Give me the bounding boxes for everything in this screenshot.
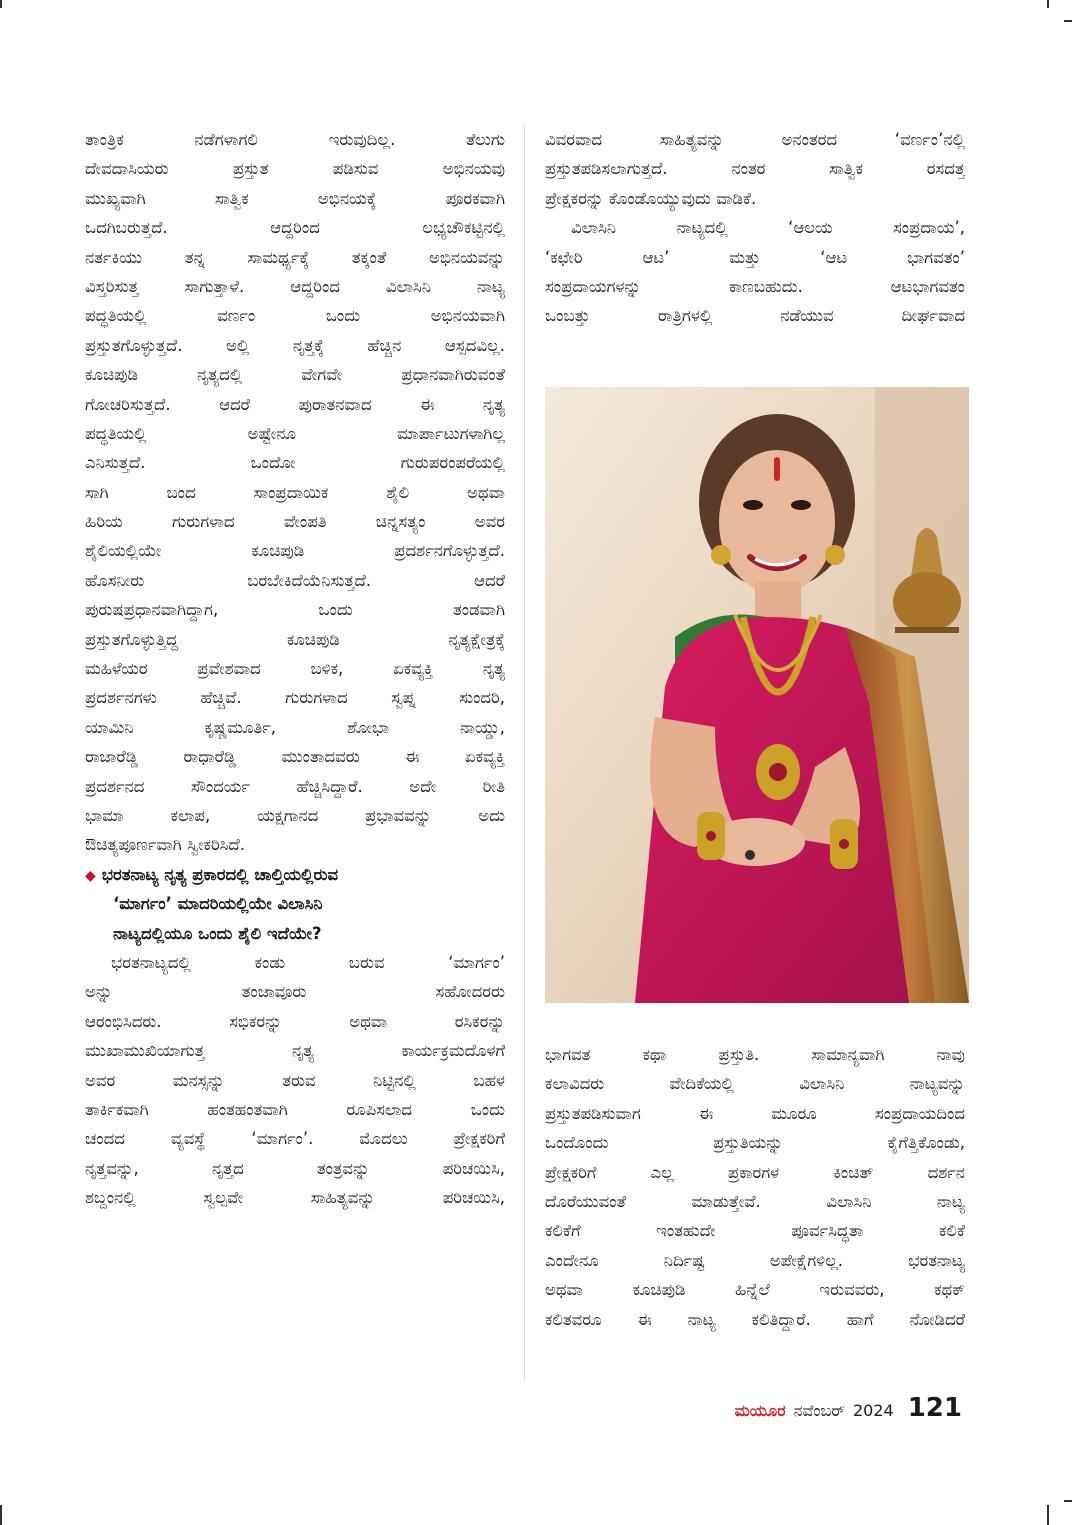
text-line: ಒಂದೊಂದು ಪ್ರಸ್ತುತಿಯನ್ನು ಕೈಗೆತ್ತಿಕೊಂಡು, [545,1133,965,1153]
text-line: ಹೊಸನೀರು ಬರಬೇಕಿದೆಯೆನಿಸುತ್ತದೆ. ಆದರೆ [85,570,505,590]
text-line: ಸಾಗಿ ಬಂದ ಸಾಂಪ್ರದಾಯಿಕ ಶೈಲಿ ಅಥವಾ [85,482,505,502]
text-line: ಪ್ರೇಕ್ಷಕರನ್ನು ಕೊಂಡೊಯ್ಯುವುದು ವಾಡಿಕೆ. [545,188,757,208]
issue-year: 2024 [853,1401,894,1420]
text-line: ತಾರ್ಕಿಕವಾಗಿ ಹಂತಹಂತವಾಗಿ ರೂಪಿಸಲಾದ ಒಂದು [85,1099,505,1119]
text-line: ಶೈಲಿಯಲ್ಲಿಯೇ ಕೂಚಿಪುಡಿ ಪ್ರದರ್ಶನಗೊಳ್ಳುತ್ತದೆ. [85,541,505,561]
text-line: ರಾಜಾರೆಡ್ಡಿ ರಾಧಾರೆಡ್ಡಿ ಮುಂತಾದವರು ಈ ಏಕವ್ಯಕ್ತಿ [85,747,505,767]
text-line: ಪ್ರೇಕ್ಷಕರಿಗೆ ಎಲ್ಲ ಪ್ರಕಾರಗಳ ಕಿಂಚಿತ್ ದರ್ಶನ [545,1162,965,1182]
crop-mark-bottom-left [0,1505,2,1525]
page-number: 121 [907,1393,962,1423]
text-line: ಒದಗಿಬರುತ್ತದೆ. ಆದ್ದರಿಂದ ಲಭ್ಯಚೌಕಟ್ಟಿನಲ್ಲಿ [85,218,505,238]
text-line: ಔಚಿತ್ಯಪೂರ್ಣವಾಗಿ ಸ್ವೀಕರಿಸಿದೆ. [85,835,245,855]
text-line: ವಿಲಾಸಿನಿ ನಾಟ್ಯದಲ್ಲಿ ‘ಆಲಯ ಸಂಪ್ರದಾಯ’, [571,218,965,238]
text-line: ನೃತ್ತವನ್ನು, ನೃತ್ತದ ತಂತ್ರವನ್ನು ಪರಿಚಯಿಸಿ, [85,1158,505,1178]
text-line: ಹಿರಿಯ ಗುರುಗಳಾದ ವೇಂಪತಿ ಚಿನ್ನಸತ್ಯಂ ಅವರ [85,512,505,532]
text-line: ಕಲಿತವರೂ ಈ ನಾಟ್ಯ ಕಲಿತಿದ್ದಾರೆ. ಹಾಗೆ ನೋಡಿದರೆ [545,1309,965,1329]
text-line: ಭಾಗವತ ಕಥಾ ಪ್ರಸ್ತುತಿ. ಸಾಮಾನ್ಯವಾಗಿ ನಾವು [545,1045,965,1064]
right-column-top [545,125,965,331]
text-line: ಕಲಾವಿದರು ವೇದಿಕೆಯಲ್ಲಿ ವಿಲಾಸಿನಿ ನಾಟ್ಯವನ್ನು [545,1074,965,1094]
question-line-3: ನಾಟ್ಯದಲ್ಲಿಯೂ ಒಂದು ಶೈಲಿ ಇದೆಯೇ? [113,923,322,943]
text-line: ದೇವದಾಸಿಯರು ಪ್ರಸ್ತುತ ಪಡಿಸುವ ಅಭಿನಯವು [85,159,505,179]
text-line: ಭರತನಾಟ್ಯದಲ್ಲಿ ಕಂಡು ಬರುವ ‘ಮಾರ್ಗಂ’ [111,952,505,972]
crop-mark-bottom-right [1047,1505,1049,1525]
text-line: ಪ್ರಸ್ತುತಗೊಳ್ಳುತ್ತಿದ್ದ ಕೂಚಿಪುಡಿ ನೃತ್ಯಕ್ಷೇತ್ರಕ್ಕೆ [85,629,505,649]
portrait-illustration [545,387,969,1003]
column-divider [524,125,525,1380]
text-line: ಮುಖಾಮುಖಿಯಾಗುತ್ತ ನೃತ್ಯ ಕಾರ್ಯಕ್ರಮದೊಳಗೆ [85,1041,505,1061]
text-line: ಪದ್ಧತಿಯಲ್ಲಿ ಅಷ್ಟೇನೂ ಮಾರ್ಪಾಟುಗಳಾಗಿಲ್ಲ [85,423,505,443]
text-line: ಮಹಿಳೆಯರ ಪ್ರವೇಶವಾದ ಬಳಿಕ, ಏಕವ್ಯಕ್ತಿ ನೃತ್ಯ [85,659,505,679]
text-line: ಪ್ರದರ್ಶನಗಳು ಹೆಚ್ಚಿವೆ. ಗುರುಗಳಾದ ಸ್ವಪ್ನ ಸುಂದರಿ, [85,688,505,708]
text-line: ವಿಸ್ತರಿಸುತ್ತ ಸಾಗುತ್ತಾಳೆ. ಆದ್ದರಿಂದ ವಿಲಾಸಿನಿ ನಾಟ್ಯ [85,276,505,296]
text-line: ಪ್ರಸ್ತುತಗೊಳ್ಳುತ್ತದೆ. ಅಲ್ಲಿ ನೃತ್ತಕ್ಕೆ ಹೆಚ್ಚಿನ ಆಸ್ಪದವಿಲ್ಲ. [85,335,505,355]
text-line: ‘ಕಛೇರಿ ಆಟ’ ಮತ್ತು ‘ಆಟ ಭಾಗವತಂ’ [545,247,965,267]
text-line: ಕಲಿಕೆಗೆ ಇಂತಹುದೇ ಪೂರ್ವಸಿದ್ಧತಾ ಕಲಿಕೆ [545,1221,965,1241]
text-line: ಪುರುಷಪ್ರಧಾನವಾಗಿದ್ದಾಗ, ಒಂದು ತಂಡವಾಗಿ [85,600,505,620]
text-line: ಭಾಮಾ ಕಲಾಪ, ಯಕ್ಷಗಾನದ ಪ್ರಭಾವವನ್ನು ಅದು [85,805,505,825]
right-top-text [545,125,965,331]
text-line: ಪದ್ಧತಿಯಲ್ಲಿ ವರ್ಣಂ ಒಂದು ಅಭಿನಯವಾಗಿ [85,306,505,326]
question-line-1 [85,860,505,889]
text-line: ಆರಂಭಿಸಿದರು. ಸಭಿಕರನ್ನು ಅಥವಾ ರಸಿಕರನ್ನು [85,1011,505,1031]
text-line: ಯಾಮಿನಿ ಕೃಷ್ಣಮೂರ್ತಿ, ಶೋಭಾ ನಾಯ್ಡು, [85,717,505,737]
question-text-1: ಭರತನಾಟ್ಯ ನೃತ್ಯ ಪ್ರಕಾರದಲ್ಲಿ ಚಾಲ್ತಿಯಲ್ಲಿರುವ [101,864,339,884]
question-block [85,860,505,948]
text-line: ತಾಂತ್ರಿಕ ನಡೆಗಳಾಗಲಿ ಇರುವುದಿಲ್ಲ. ತೆಲುಗು [85,130,505,149]
text-line: ಒಂಬತ್ತು ರಾತ್ರಿಗಳಲ್ಲಿ ನಡೆಯುವ ದೀರ್ಘವಾದ [545,306,965,326]
page-footer [735,1393,962,1427]
text-line: ಪ್ರಸ್ತುತಪಡಿಸುವಾಗ ಈ ಮೂರೂ ಸಂಪ್ರದಾಯದಿಂದ [545,1103,965,1123]
left-body-text [85,125,505,860]
text-line: ಮುಖ್ಯವಾಗಿ ಸಾತ್ವಿಕ ಅಭಿನಯಕ್ಕೆ ಪೂರಕವಾಗಿ [85,188,505,208]
text-line: ಪ್ರಸ್ತುತಪಡಿಸಲಾಗುತ್ತದೆ. ನಂತರ ಸಾತ್ವಿಕ ರಸದತ್ತ [545,159,965,179]
crop-mark-right [1064,20,1072,22]
text-line: ನರ್ತಕಿಯು ತನ್ನ ಸಾಮರ್ಥ್ಯಕ್ಕೆ ತಕ್ಕಂತೆ ಅಭಿನಯವನ್ನು [85,247,505,267]
left-column [85,125,505,1212]
text-line: ಪ್ರದರ್ಶನದ ಸೌಂದರ್ಯ ಹೆಚ್ಚಿಸಿದ್ದಾರೆ. ಅದೇ ರೀತಿ [85,776,505,796]
text-line: ವಿವರವಾದ ಸಾಹಿತ್ಯವನ್ನು ಅನಂತರದ ‘ವರ್ಣಂ’ನಲ್ಲಿ [545,130,965,149]
crop-mark-top-left [0,0,2,8]
crop-mark-bottom-right-h [1064,1500,1072,1502]
text-line: ಗೋಚರಿಸುತ್ತದೆ. ಆದರೆ ಪುರಾತನವಾದ ಈ ನೃತ್ಯ [85,394,505,414]
text-line: ಅಥವಾ ಕೂಚಿಪುಡಿ ಹಿನ್ನೆಲೆ ಇರುವವರು, ಕಥಕ್ [545,1280,965,1300]
magazine-brand: ಮಯೂರ [734,1401,786,1420]
text-line: ಚಂದದ ವ್ಯವಸ್ಥೆ ‘ಮಾರ್ಗಂ’. ಮೊದಲು ಪ್ರೇಕ್ಷಕರಿಗೆ [85,1129,505,1149]
text-line: ಶಬ್ದಂನಲ್ಲಿ ಸ್ವಲ್ಪವೇ ಸಾಹಿತ್ಯವನ್ನು ಪರಿಚಯಿಸಿ, [85,1188,505,1208]
text-line: ಎಂದೇನೂ ನಿರ್ದಿಷ್ಟ ಅಪೇಕ್ಷೆಗಳಿಲ್ಲ. ಭರತನಾಟ್ಯ [545,1250,965,1270]
dancer-portrait-photo [545,387,969,1003]
text-line: ಎನಿಸುತ್ತದೆ. ಒಂದೋ ಗುರುಪರಂಪರೆಯಲ್ಲಿ [85,453,505,473]
right-column-bottom [545,1040,965,1334]
crop-mark-top-right [1047,0,1049,8]
text-line: ಸಂಪ್ರದಾಯಗಳನ್ನು ಕಾಣಬಹುದು. ಆಟಭಾಗವತಂ [545,276,965,296]
answer-body-text [85,948,505,1213]
issue-month: ನವೆಂಬರ್ [793,1401,845,1420]
text-line: ಅನ್ನು ತಂಜಾವೂರು ಸಹೋದರರು [85,982,505,1002]
text-line: ದೊರೆಯುವಂತೆ ಮಾಡುತ್ತೇವೆ. ವಿಲಾಸಿನಿ ನಾಟ್ಯ [545,1191,965,1211]
text-line: ಕೂಚಿಪುಡಿ ನೃತ್ಯದಲ್ಲಿ ವೇಗವೇ ಪ್ರಧಾನವಾಗಿರುವಂತೆ [85,365,505,385]
question-line-2: ‘ಮಾರ್ಗಂ’ ಮಾದರಿಯಲ್ಲಿಯೇ ವಿಲಾಸಿನಿ [113,894,323,914]
diamond-bullet-icon: ◆ [85,867,96,884]
text-line: ಅವರ ಮನಸ್ಸನ್ನು ತರುವ ನಿಟ್ಟಿನಲ್ಲಿ ಬಹಳ [85,1070,505,1090]
right-bottom-text [545,1040,965,1334]
